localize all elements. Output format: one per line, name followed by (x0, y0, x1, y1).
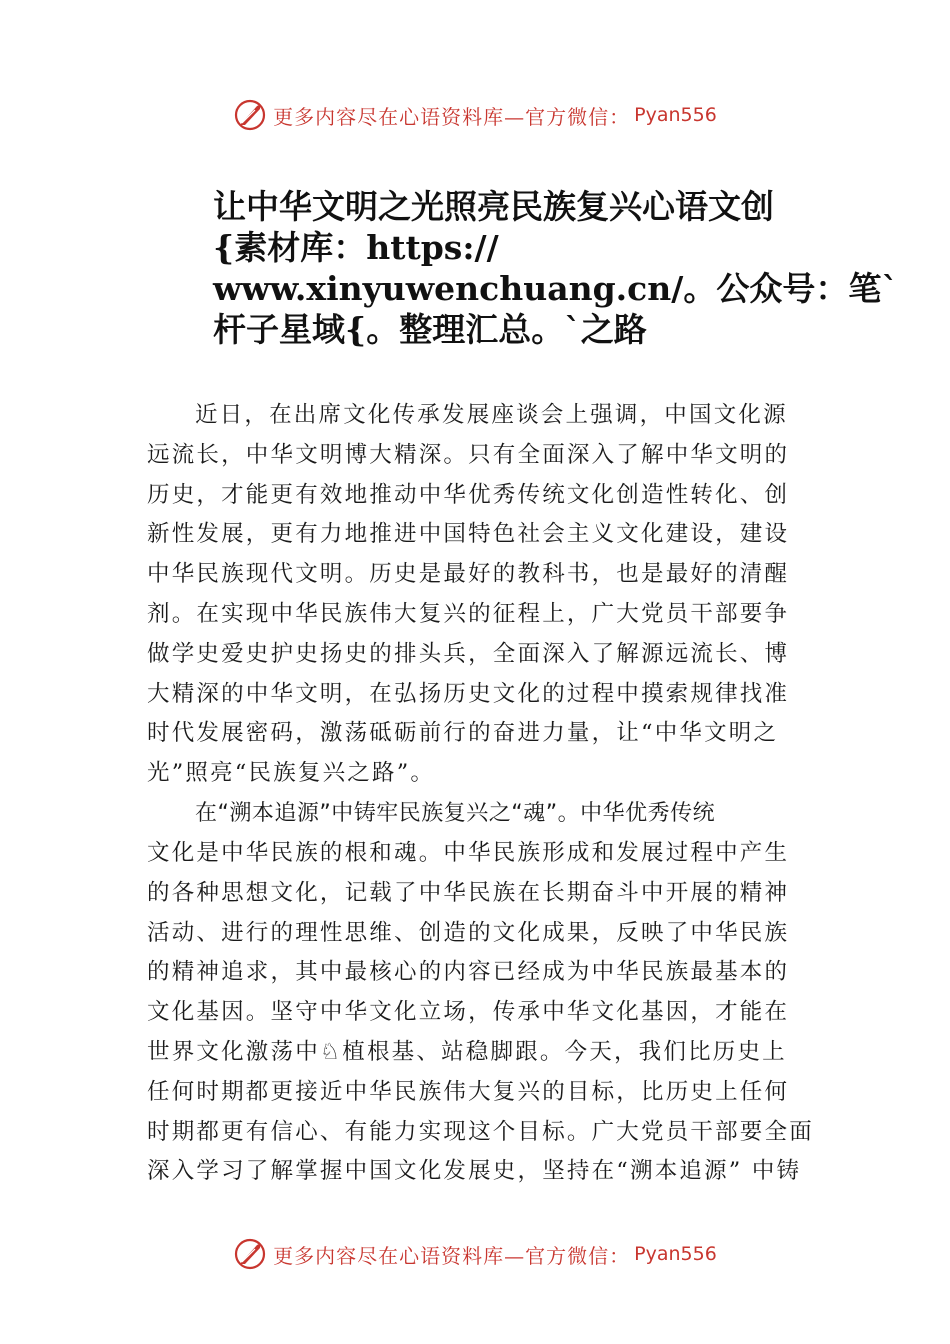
text-line: 近日，在出席文化传承发展座谈会上强调，中国文化源 (195, 402, 788, 428)
title-line: {素材库：https:// (213, 228, 499, 267)
text-line: 新性发展，更有力地推进中国特色社会主义文化建设，建设 (147, 521, 790, 548)
paragraph-2-heading: 在“溯本追源”中铸牢民族复兴之“魂”。中华优秀传统 (195, 800, 716, 826)
paragraph-2 (147, 834, 827, 1192)
paragraph-1 (147, 396, 827, 794)
text-line: 活动、进行的理性思维、创造的文化成果，反映了中华民族 (147, 919, 790, 946)
text-line: 任何时期都更接近中华民族伟大复兴的目标，比历史上任何 (147, 1078, 790, 1105)
banner-wechat-id: Pyan556 (634, 104, 717, 126)
text-line: 历史，才能更有效地推动中华优秀传统文化创造性转化、创 (147, 481, 790, 508)
text-line: 的精神追求，其中最核心的内容已经成为中华民族最基本的 (147, 959, 790, 986)
quill-pen-logo-icon (233, 98, 267, 132)
document-body (147, 396, 827, 1192)
text-line: 大精深的中华文明，在弘扬历史文化的过程中摸索规律找准 (147, 680, 790, 707)
text-line: 文化基因。坚守中华文化立场，传承中华文化基因，才能在 (147, 999, 790, 1026)
text-line: 中华民族现代文明。历史是最好的教科书，也是最好的清醒 (147, 561, 790, 588)
banner-wechat-id: Pyan556 (634, 1243, 717, 1265)
quill-pen-logo-icon (233, 1237, 267, 1271)
text-line: 剂。在实现中华民族伟大复兴的征程上，广大党员干部要争 (147, 600, 790, 627)
footer-banner (0, 1232, 950, 1276)
title-line: 让中华文明之光照亮民族复兴心语文创 (213, 187, 774, 226)
title-line: www.xinyuwenchuang.cn/。公众号：笔` (213, 269, 898, 308)
text-line: 时代发展密码，激荡砥砺前行的奋进力量，让“中华文明之 (147, 720, 779, 747)
document-title (213, 186, 898, 350)
text-line: 做学史爱史护史扬史的排头兵，全面深入了解源远流长、博 (147, 640, 790, 667)
banner-text: 更多内容尽在心语资料库—官方微信： (273, 104, 631, 129)
text-line: 远流长，中华文明博大精深。只有全面深入了解中华文明的 (147, 441, 790, 468)
text-line: 光”照亮“民族复兴之路”。 (147, 760, 436, 787)
text-line: 深入学习了解掌握中国文化发展史，坚持在“溯本追源” 中铸 (147, 1158, 802, 1185)
title-line: 杆子星域{。整理汇总。`之路 (213, 310, 647, 349)
header-banner (0, 93, 950, 137)
banner-text: 更多内容尽在心语资料库—官方微信： (273, 1243, 631, 1268)
text-line: 文化是中华民族的根和魂。中华民族形成和发展过程中产生 (147, 839, 790, 866)
text-line: 世界文化激荡中♘植根基、站稳脚跟。今天，我们比历史上 (147, 1038, 787, 1065)
text-line: 时期都更有信心、有能力实现这个目标。广大党员干部要全面 (147, 1118, 814, 1145)
text-line: 的各种思想文化，记载了中华民族在长期奋斗中开展的精神 (147, 879, 790, 906)
